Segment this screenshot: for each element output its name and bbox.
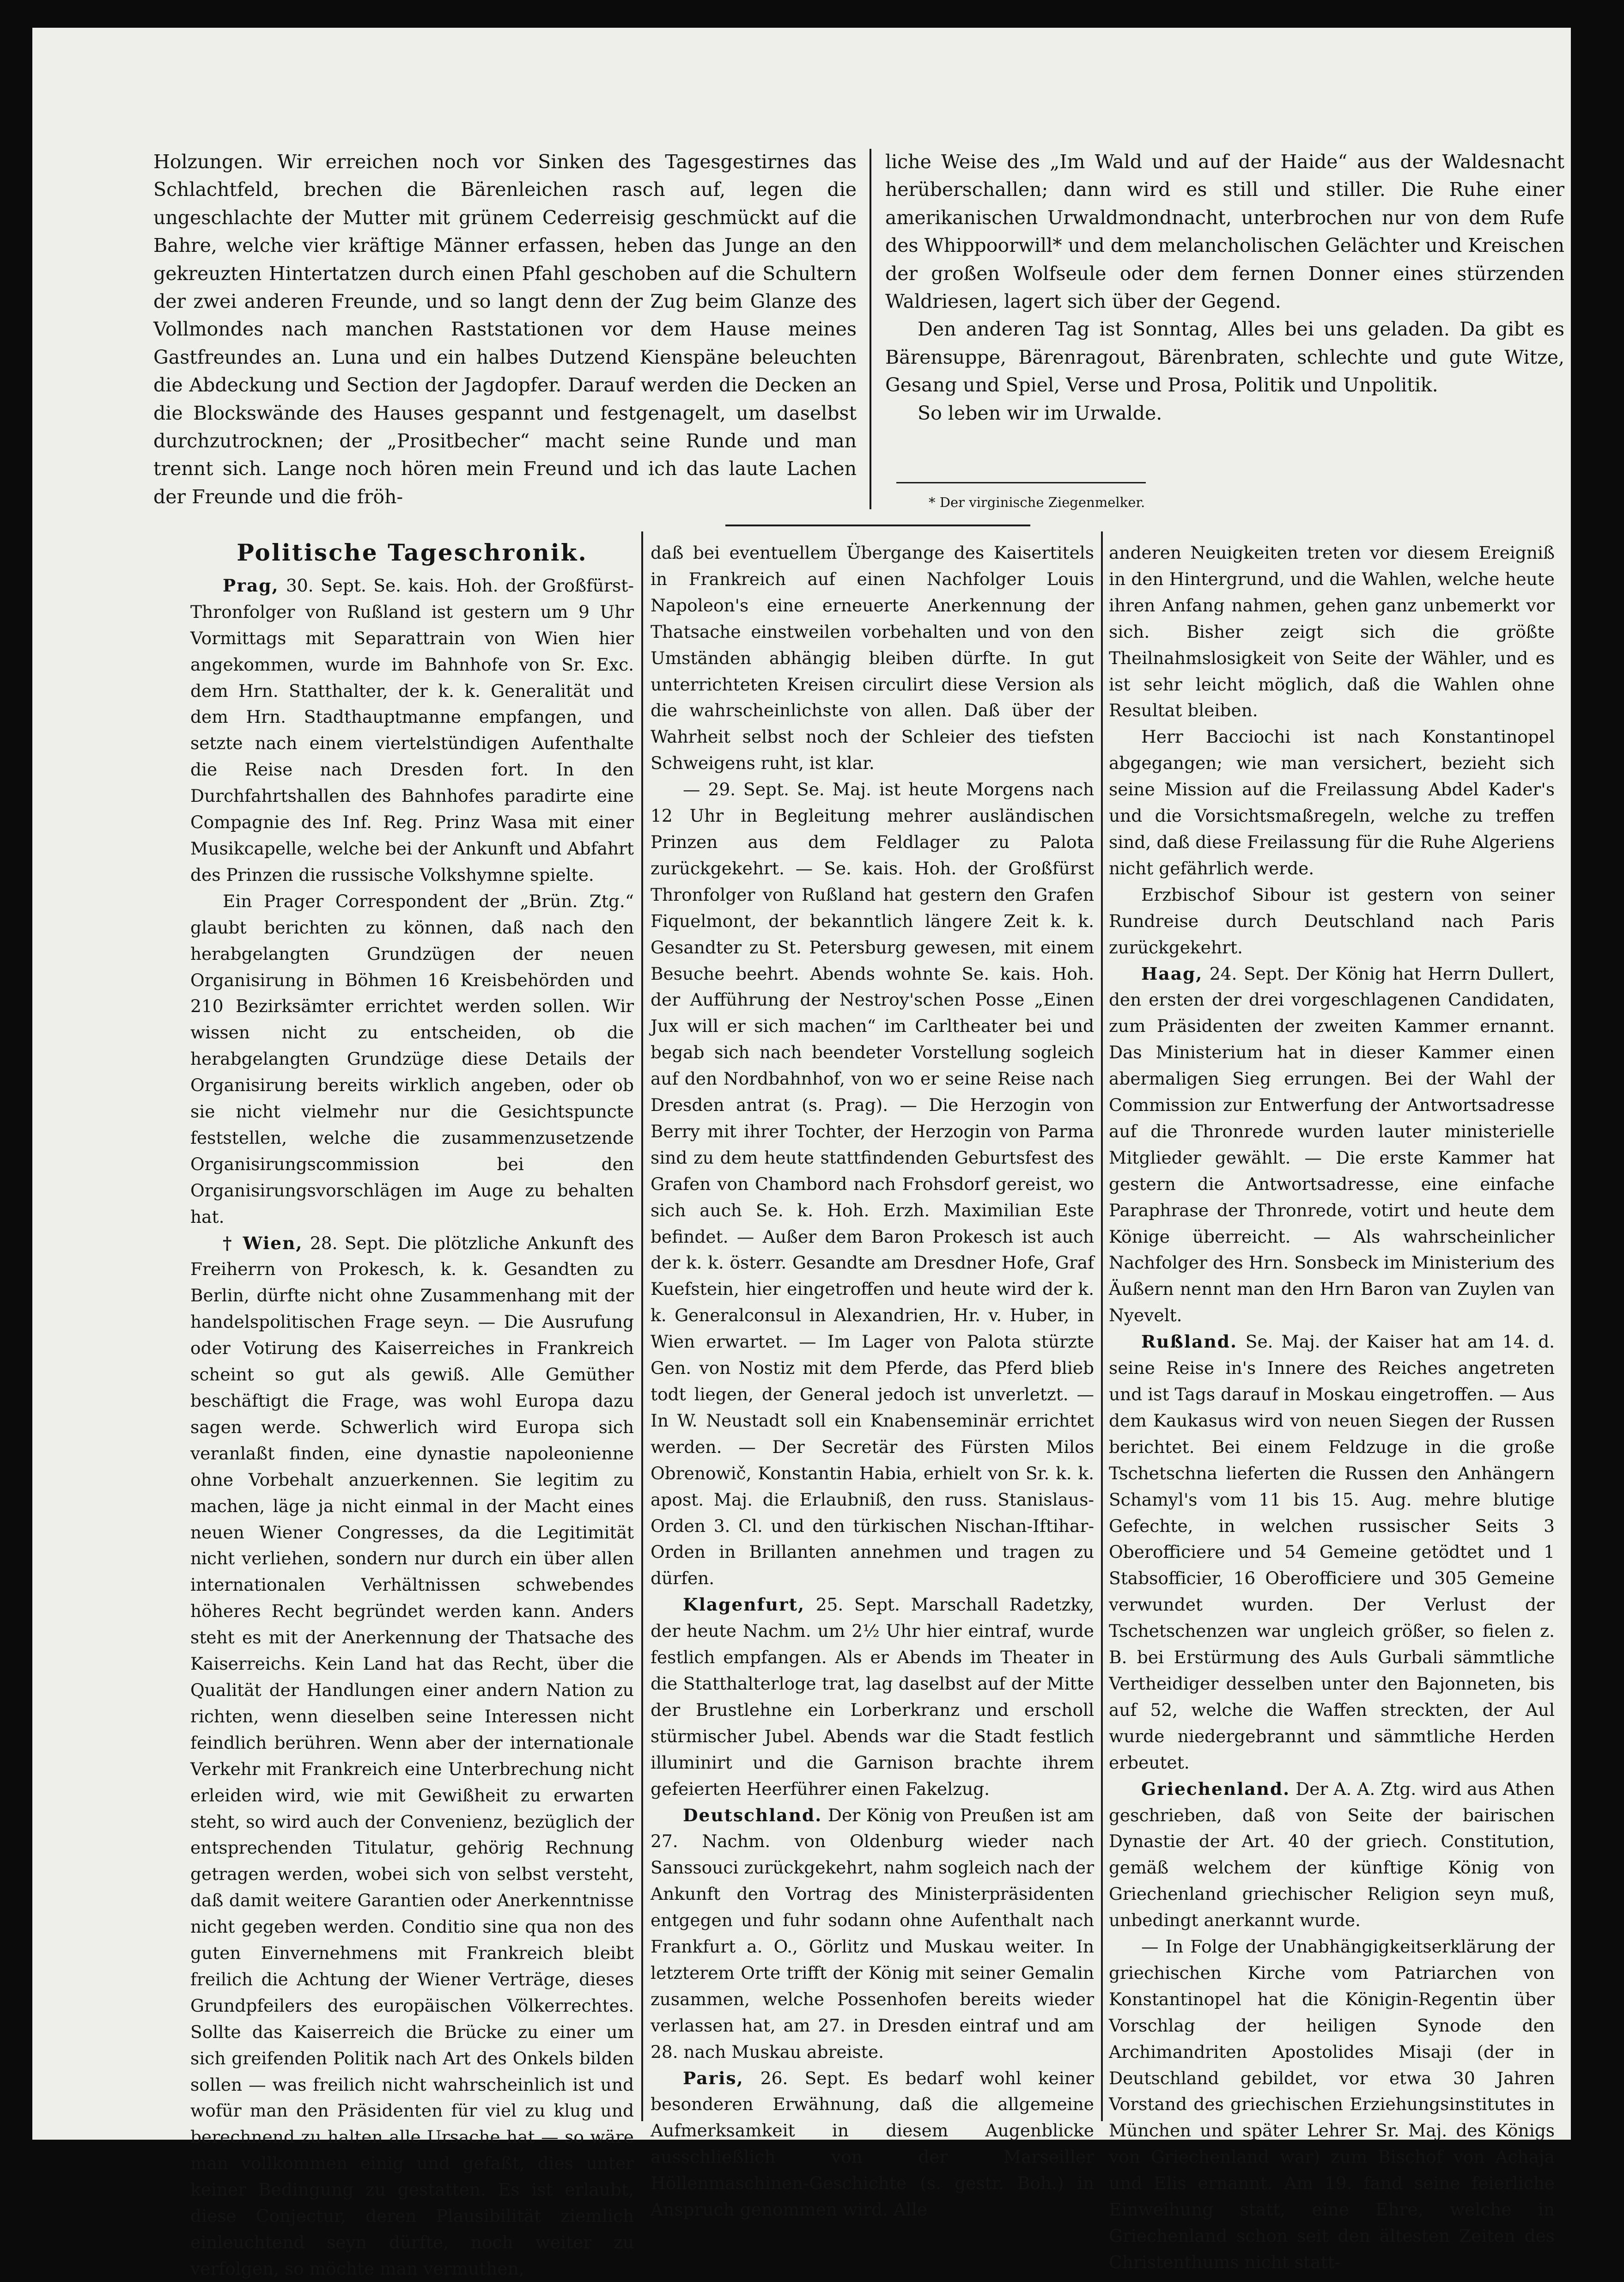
- footnote-rule: [896, 482, 1146, 483]
- news-item: [651, 1592, 1094, 1802]
- news-text: 24. Sept. Der König hat Herrn Dullert, den ersten der drei vorgeschlagenen Candidaten, zum Präsidenten der zweiten Kammer ernannt. Das Ministerium hat in dieser Kammer einen abermaligen Sieg errungen. Bei der Wahl der Commission zur Entwerfung der Antwortsadresse auf die Thronrede wurden lauter ministerielle Mitglieder gewählt. — Die erste Kammer hat gestern die Antwortsadresse, eine einfache Paraphrase der Thronrede, votirt und heute dem Könige überreicht. — Als wahrscheinlicher Nachfolger des Hrn. Sonsbeck im Ministerium des Äußern nennt man den Hrn Baron van Zuylen van Nyevelt.: [1109, 963, 1555, 1326]
- feuilleton-paragraph: Holzungen. Wir erreichen noch vor Sinken des Tagesgestirnes das Schlachtfeld, brechen die Bärenleichen rasch auf, legen die ungeschlachte der Mutter mit grünem Cederreisig geschmückt auf die Bahre, welche vier kräftige Männer erfassen, heben das Junge an den gekreuzten Hintertatzen durch einen Pfahl geschoben auf die Schultern der zwei anderen Freunde, und so langt denn der Zug beim Glanze des Vollmondes nach manchen Raststationen vor dem Hause meines Gastfreundes an. Luna und ein halbes Dutzend Kienspäne beleuchten die Abdeckung und Section der Jagdopfer. Darauf werden die Decken an die Blockswände des Hauses gespannt und festgenagelt, um daselbst durchzutrocknen; der „Prositbecher“ macht seine Runde und man trennt sich. Lange noch hören mein Freund und ich das laute Lachen der Freunde und die fröh-: [153, 151, 857, 508]
- news-text: 26. Sept. Es bedarf wohl keiner besonderen Erwähnung, daß die allgemeine Aufmerksamkeit in diesem Augenblicke ausschließlich von der Marseiller Höllenmaschinen-Geschichte (s. gestr. Boh.) in Anspruch genommen wird. Alle: [651, 2068, 1094, 2220]
- news-text: Der König von Preußen ist am 27. Nachm. von Oldenburg wieder nach Sanssouci zurückgekehrt, nahm sogleich nach der Ankunft den Vortrag des Ministerpräsidenten entgegen und fuhr sodann ohne Aufenthalt nach Frankfurt a. O., Görlitz und Muskau weiter. In letzterem Orte trifft der König mit seiner Gemalin zusammen, welche Possenhofen bereits wieder verlassen hat, am 27. in Dresden eintraf und am 28. nach Muskau abreiste.: [651, 1805, 1094, 2062]
- news-text: 28. Sept. Die plötzliche Ankunft des Freiherrn von Prokesch, k. k. Gesandten zu Berlin, dürfte nicht ohne Zusammenhang mit der handelspolitischen Frage seyn. — Die Ausrufung oder Votirung des Kaiserreiches in Frankreich scheint so gut als gewiß. Alle Gemüther beschäftigt die Frage, was wohl Europa dazu sagen werde. Schwerlich wird Europa sich veranlaßt finden, eine dynastie napoleonienne ohne Vorbehalt anzuerkennen. Sie legitim zu machen, läge ja nicht einmal in der Macht eines neuen Wiener Congresses, da die Legitimität nicht verliehen, sondern nur durch ein über allen internationalen Verhältnissen schwebendes höheres Recht begründet werden kann. Anders steht es mit der Anerkennung der Thatsache des Kaiserreichs. Kein Land hat das Recht, über die Qualität der Handlungen einer andern Nation zu richten, wenn dieselben seine Interessen nicht feindlich berühren. Wenn aber der internationale Verkehr mit Frankreich eine Unterbrechung nicht erleiden wird, wie mit Gewißheit zu erwarten steht, so wird auch der Convenienz, bezüglich der entsprechenden Titulatur, gehörig Rechnung getragen werden, wobei sich von selbst versteht, daß damit weitere Garantien oder Anerkenntnisse nicht gegeben werden. Conditio sine qua non des guten Einvernehmens mit Frankreich bleibt freilich die Achtung der Wiener Verträge, dieses Grundpfeilers des europäischen Völkerrechtes. Sollte das Kaiserreich die Brücke zu einer um sich greifenden Politik nach Art des Onkels bilden sollen — was freilich nicht wahrscheinlich ist und wofür man den Präsidenten für viel zu klug und berechnend zu halten alle Ursache hat — so wäre man vollkommen einig und gefaßt, dies unter keiner Bedingung zu gestatten. Es ist erlaubt, diese Conjectur, deren Plausibilität ziemlich einleuchtend seyn dürfte, noch weiter zu verfolgen, so möchte man vermuthen,: [190, 1233, 634, 2279]
- chronicle-column-3: [1109, 540, 1555, 2272]
- news-item: [1109, 882, 1555, 961]
- chronicle-column-1: [190, 539, 634, 2279]
- news-item: [1109, 1329, 1555, 1776]
- news-dateline: Haag,: [1141, 963, 1203, 984]
- feuilleton-right-column: [885, 148, 1564, 453]
- news-item: [190, 888, 634, 1230]
- news-item: [1109, 540, 1555, 724]
- news-text: Der A. A. Ztg. wird aus Athen geschrieben, daß von Seite der bairischen Dynastie der Art. 40 der griech. Constitution, gemäß welchem der künftige König von Griechenland griechischer Religion seyn muß, unbedingt anerkannt wurde.: [1109, 1778, 1555, 1931]
- news-text: daß bei eventuellem Übergange des Kaisertitels in Frankreich auf einen Nachfolger Louis Napoleon's eine erneuerte Anerkennung der Thatsache einstweilen vorbehalten und von den Umständen abhängig bleiben dürfte. In gut unterrichteten Kreisen circulirt diese Version als die wahrscheinlichste von allen. Daß über der Wahrheit selbst noch der Schleier des tiefsten Schweigens ruht, ist klar.: [651, 543, 1094, 774]
- news-text: Se. Maj. der Kaiser hat am 14. d. seine Reise in's Innere des Reiches angetreten und ist Tags darauf in Moskau eingetroffen. — Aus dem Kaukasus wird von neuen Siegen der Russen berichtet. Bei einem Feldzuge in die große Tschetschna lieferten die Russen den Anhängern Schamyl's vom 11 bis 15. Aug. mehre blutige Gefechte, in welchen russischer Seits 3 Oberofficiere und 54 Gemeine getödtet und 1 Stabsofficier, 16 Oberofficiere und 305 Gemeine verwundet wurden. Der Verlust der Tschetschenzen war ungleich größer, so fielen z. B. bei Erstürmung des Auls Gurbali sämmtliche Vertheidiger desselben unter den Bajonneten, bis auf 52, welche die Waffen streckten, der Aul wurde niedergebrannt und sämmtliche Herden erbeutet.: [1109, 1331, 1555, 1773]
- feuilleton-column-rule: [870, 149, 871, 509]
- news-item: [190, 573, 634, 888]
- feuilleton-paragraph: Den anderen Tag ist Sonntag, Alles bei uns geladen. Da gibt es Bärensuppe, Bärenragout, Bärenbraten, schlechte und gute Witze, Gesang und Spiel, Verse und Prosa, Politik und Unpolitik.: [885, 318, 1564, 397]
- news-dateline: Rußland.: [1141, 1331, 1238, 1352]
- section-separator: [725, 525, 1030, 526]
- footnote: [929, 489, 1483, 512]
- feuilleton-paragraph: So leben wir im Urwalde.: [918, 402, 1162, 424]
- news-dateline: Deutschland.: [683, 1805, 822, 1825]
- news-item: [1109, 1934, 1555, 2276]
- news-dateline: Klagenfurt,: [683, 1594, 805, 1615]
- chronicle-heading: Politische Tageschronik.: [237, 539, 588, 566]
- feuilleton-paragraph: liche Weise des „Im Wald und auf der Haide“ aus der Waldesnacht herüberschallen; dann wird es still und stiller. Die Ruhe einer amerikanischen Urwaldmondnacht, unterbrochen nur von dem Rufe des Whippoorwill* und dem melancholischen Gelächter und Kreischen der großen Wolfseule oder dem fernen Donner eines stürzenden Waldriesen, lagert sich über der Gegend.: [885, 151, 1564, 313]
- news-text: Erzbischof Sibour ist gestern von seiner Rundreise durch Deutschland nach Paris zurückgekehrt.: [1109, 884, 1555, 958]
- news-text: anderen Neuigkeiten treten vor diesem Ereigniß in den Hintergrund, und die Wahlen, welche heute ihren Anfang nahmen, gehen ganz unbemerkt vor sich. Bisher zeigt sich die größte Theilnahmslosigkeit von Seite der Wähler, und es ist sehr leicht möglich, daß die Wahlen ohne Resultat bleiben.: [1109, 543, 1555, 721]
- feuilleton-left-column: [153, 148, 857, 518]
- newspaper-page: [32, 28, 1571, 2279]
- news-item: [651, 776, 1094, 1592]
- chronicle-column-2: [651, 540, 1094, 2220]
- news-item: [1109, 1776, 1555, 1934]
- chronicle-rule-2: [1101, 531, 1103, 2121]
- news-dateline: Prag,: [223, 575, 279, 596]
- news-dateline: Griechenland.: [1141, 1778, 1290, 1799]
- news-text: Ein Prager Correspondent der „Brün. Ztg.“ glaubt berichten zu können, daß nach den herabgelangten Grundzügen der neuen Organisirung in Böhmen 16 Kreisbehörden und 210 Bezirksämter errichtet werden sollen. Wir wissen nicht zu entscheiden, ob die herabgelangten Grundzüge diese Details der Organisirung bereits wirklich angeben, oder ob sie nicht vielmehr nur die Gesichtspuncte feststellen, welche die zusammenzusetzende Organisirungscommission bei den Organisirungsvorschlägen im Auge zu behalten hat.: [190, 891, 634, 1227]
- news-text: — In Folge der Unabhängigkeitserklärung der griechischen Kirche vom Patriarchen von Konstantinopel hat die Königin-Regentin über Vorschlag der heiligen Synode den Archimandriten Apostolides Misaji (der in Deutschland gebildet, vor etwa 30 Jahren Vorstand des griechischen Erziehungsinstitutes in München und später Lehrer Sr. Maj. des Königs von Griechenland war) zum Bischof von Achaja und Elis ernannt. Am 19. fand seine feierliche Einweihung statt, eine Ehre, welche in Griechenland schon seit den ältesten Zeiten des Christenthums nicht statt-: [1109, 1936, 1555, 2272]
- news-dateline: Paris,: [683, 2068, 744, 2088]
- news-item: [651, 540, 1094, 776]
- news-item: [651, 2065, 1094, 2223]
- news-text: 25. Sept. Marschall Radetzky, der heute Nachm. um 2½ Uhr hier eintraf, wurde festlich empfangen. Als er Abends im Theater in die Statthalterloge trat, lag daselbst auf der Mitte der Brustlehne ein Lorberkranz und erscholl stürmischer Jubel. Abends war die Stadt festlich illuminirt und die Garnison brachte ihrem gefeierten Heerführer einen Fakelzug.: [651, 1594, 1094, 1799]
- footnote-text: * Der virginische Ziegenmelker.: [929, 494, 1145, 510]
- news-text: 30. Sept. Se. kais. Hoh. der Großfürst-Thronfolger von Rußland ist gestern um 9 Uhr Vormittags mit Separattrain von Wien hier angekommen, wurde im Bahnhofe von Sr. Exc. dem Hrn. Statthalter, der k. k. Generalität und dem Hrn. Stadthauptmanne empfangen, und setzte nach einem viertelstündigen Aufenthalte die Reise nach Dresden fort. In den Durchfahrtshallen des Bahnhofes paradirte eine Compagnie des Inf. Reg. Prinz Wasa mit einer Musikcapelle, welche bei der Ankunft und Abfahrt des Prinzen die russische Volkshymne spielte.: [190, 575, 634, 885]
- news-dateline: † Wien,: [223, 1233, 303, 1253]
- news-item: [1109, 961, 1555, 1329]
- news-text: — 29. Sept. Se. Maj. ist heute Morgens nach 12 Uhr in Begleitung mehrer ausländischen Prinzen aus dem Feldlager zu Palota zurückgekehrt. — Se. kais. Hoh. der Großfürst Thronfolger von Rußland hat gestern den Grafen Fiquelmont, der bekanntlich längere Zeit k. k. Gesandter zu St. Petersburg gewesen, mit einem Besuche beehrt. Abends wohnte Se. kais. Hoh. der Aufführung der Nestroy'schen Posse „Einen Jux will er sich machen“ im Carltheater bei und begab sich nach beendeter Vorstellung sogleich auf den Nordbahnhof, von wo er seine Reise nach Dresden antrat (s. Prag). — Die Herzogin von Berry mit ihrer Tochter, der Herzogin von Parma sind zu dem heute stattfindenden Geburtsfest des Grafen von Chambord nach Frohsdorf gereist, wo sich auch Se. k. Hoh. Erzh. Maximilian Este befindet. — Außer dem Baron Prokesch ist auch der k. k. österr. Gesandte am Dresdner Hofe, Graf Kuefstein, hier eingetroffen und heute wird der k. k. Generalconsul in Alexandrien, Hr. v. Huber, in Wien erwartet. — Im Lager von Palota stürzte Gen. von Nostiz mit dem Pferde, das Pferd blieb todt liegen, der General jedoch ist unverletzt. — In W. Neustadt soll ein Knabenseminär errichtet werden. — Der Secretär des Fürsten Milos Obrenowič, Konstantin Habia, erhielt von Sr. k. k. apost. Maj. die Erlaubniß, den russ. Stanislaus-Orden 3. Cl. und den türkischen Nischan-Iftihar-Orden in Brillanten annehmen und tragen zu dürfen.: [651, 779, 1094, 1589]
- chronicle-rule-1: [641, 531, 643, 2121]
- news-text: Herr Bacciochi ist nach Konstantinopel abgegangen; wie man versichert, bezieht sich seine Mission auf die Freilassung Abdel Kader's und die Vorsichtsmaßregeln, welche zu treffen sind, daß diese Freilassung für die Ruhe Algeriens nicht gefährlich werde.: [1109, 726, 1555, 879]
- news-item: [1109, 724, 1555, 881]
- news-item: [651, 1802, 1094, 2065]
- news-item: [190, 1230, 634, 2282]
